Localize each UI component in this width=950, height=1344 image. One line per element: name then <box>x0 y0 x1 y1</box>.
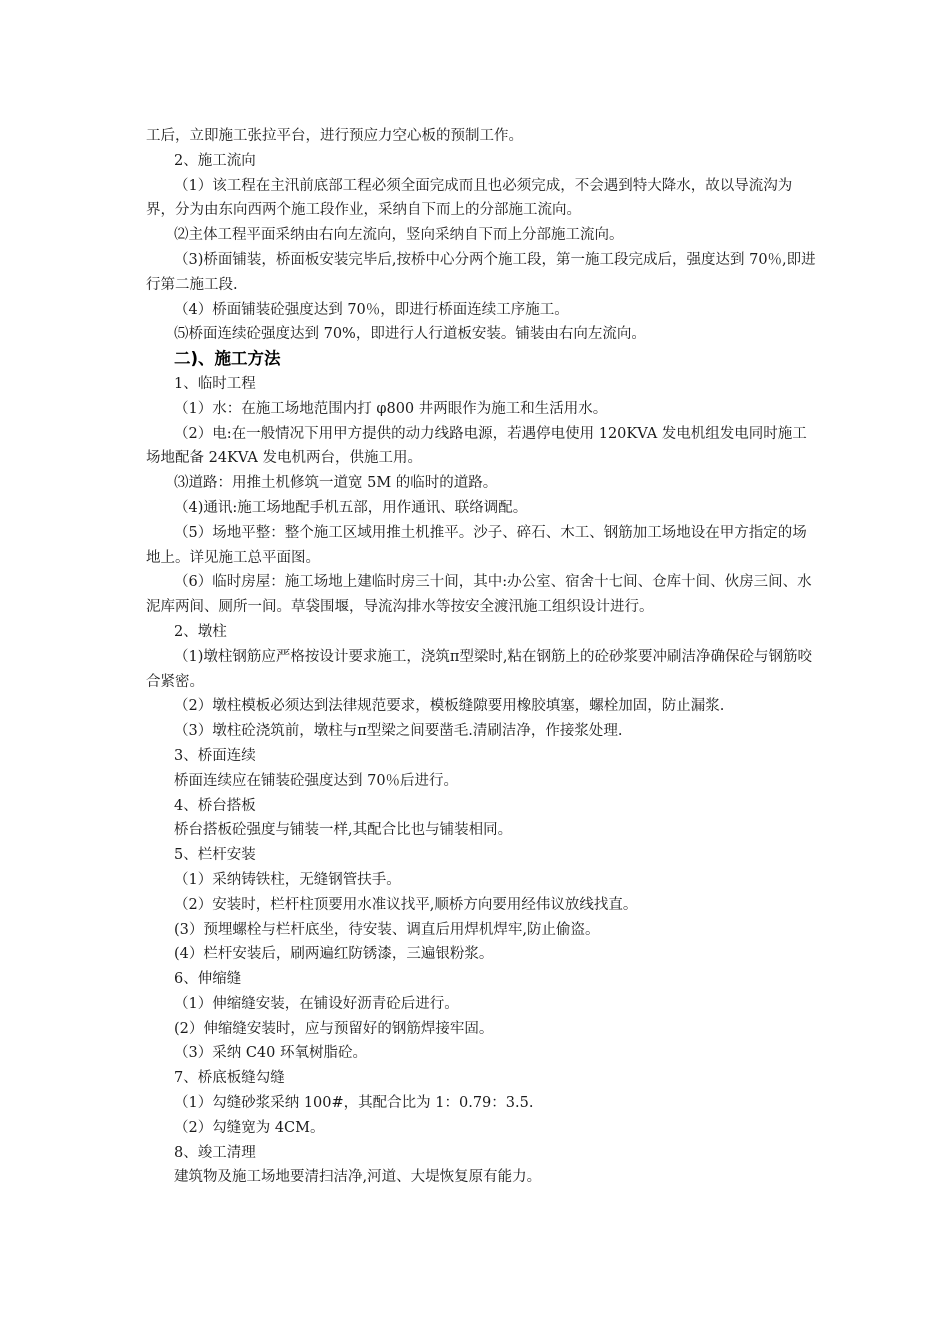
paragraph: （1）采纳铸铁柱，无缝钢管扶手。 <box>174 871 401 888</box>
paragraph: 工后，立即施工张拉平台，进行预应力空心板的预制工作。 <box>146 128 523 144</box>
paragraph: 2、墩柱 <box>174 623 227 640</box>
paragraph: （4)通讯:施工场地配手机五部，用作通讯、联络调配。 <box>174 499 528 516</box>
paragraph: 8、竣工清理 <box>174 1144 256 1161</box>
paragraph: （1）伸缩缝安装，在铺设好沥青砼后进行。 <box>174 995 459 1012</box>
paragraph: 1、临时工程 <box>174 375 256 392</box>
paragraph: ⑶道路：用推土机修筑一道宽 5M 的临时的道路。 <box>174 475 498 492</box>
paragraph: （1）勾缝砂浆采纳 100#，其配合比为 1：0.79：3.5. <box>174 1095 534 1112</box>
paragraph: （3）采纳 C40 环氧树脂砼。 <box>174 1045 367 1062</box>
paragraph: （2）安装时，栏杆柱顶要用水准议找平,顺桥方向要用经伟议放线找直。 <box>174 896 638 913</box>
paragraph: ⑵主体工程平面采纳由右向左流向，竖向采纳自下而上分部施工流向。 <box>174 227 624 244</box>
paragraph: 桥台搭板砼强度与铺装一样,其配合比也与铺装相同。 <box>174 822 513 839</box>
document-body <box>146 124 816 1190</box>
section-heading: 二)、施工方法 <box>174 349 281 369</box>
paragraph: (2）伸缩缝安装时，应与预留好的钢筋焊接牢固。 <box>174 1020 494 1037</box>
paragraph: （2）墩柱模板必须达到法律规范要求，模板缝隙要用橡胶填塞，螺栓加固，防止漏浆. <box>174 698 725 715</box>
paragraphs-before <box>146 124 816 347</box>
paragraph: （2）电:在一般情况下用甲方提供的动力线路电源，若遇停电使用 120KVA 发电机组发电同时施工场地配备 24KVA 发电机两台，供施工用。 <box>146 425 807 467</box>
paragraph: （6）临时房屋：施工场地上建临时房三十间，其中:办公室、宿舍十七间、仓库十间、伙房三间、水泥库两间、厕所一间。草袋围堰，导流沟排水等按安全渡汛施工组织设计进行。 <box>146 574 812 616</box>
paragraph: （1）该工程在主汛前底部工程必须全面完成而且也必须完成，不会遇到特大降水，故以导流沟为界，分为由东向西两个施工段作业，采纳自下而上的分部施工流向。 <box>146 177 793 219</box>
paragraph: （1)墩柱钢筋应严格按设计要求施工，浇筑π型梁时,粘在钢筋上的砼砂浆要冲刷洁净确保砼与钢筋咬合紧密。 <box>146 648 813 690</box>
paragraph: (3）预埋螺栓与栏杆底坐，待安装、调直后用焊机焊牢,防止偷盗。 <box>174 921 600 938</box>
paragraph: （2）勾缝宽为 4CM。 <box>174 1119 325 1136</box>
paragraph: （3)桥面铺装，桥面板安装完毕后,按桥中心分两个施工段，第一施工段完成后，强度达到 70％,即进行第二施工段. <box>146 251 816 293</box>
paragraph: ⑸桥面连续砼强度达到 70%，即进行人行道板安装。铺装由右向左流向。 <box>174 326 646 343</box>
paragraph: （4）桥面铺装砼强度达到 70％，即进行桥面连续工序施工。 <box>174 301 569 318</box>
paragraph: 4、桥台搭板 <box>174 797 256 814</box>
paragraph: 桥面连续应在铺装砼强度达到 70％后进行。 <box>174 772 459 789</box>
paragraph: （5）场地平整：整个施工区域用推土机推平。沙子、碎石、木工、钢筋加工场地设在甲方指定的场地上。详见施工总平面图。 <box>146 524 807 566</box>
paragraph: (4）栏杆安装后，刷两遍红防锈漆，三遍银粉浆。 <box>174 946 494 963</box>
paragraph: 建筑物及施工场地要清扫洁净,河道、大堤恢复原有能力。 <box>174 1169 542 1186</box>
paragraph: 6、伸缩缝 <box>174 971 242 988</box>
paragraph: 5、栏杆安装 <box>174 847 256 864</box>
paragraphs-after <box>146 372 816 1190</box>
paragraph: 2、施工流向 <box>174 152 256 169</box>
paragraph: （1）水：在施工场地范围内打 φ800 井两眼作为施工和生活用水。 <box>174 400 608 417</box>
paragraph: 3、桥面连续 <box>174 747 256 764</box>
paragraph: （3）墩柱砼浇筑前，墩柱与π型梁之间要凿毛.清刷洁净，作接浆处理. <box>174 723 623 740</box>
paragraph: 7、桥底板缝勾缝 <box>174 1070 285 1087</box>
